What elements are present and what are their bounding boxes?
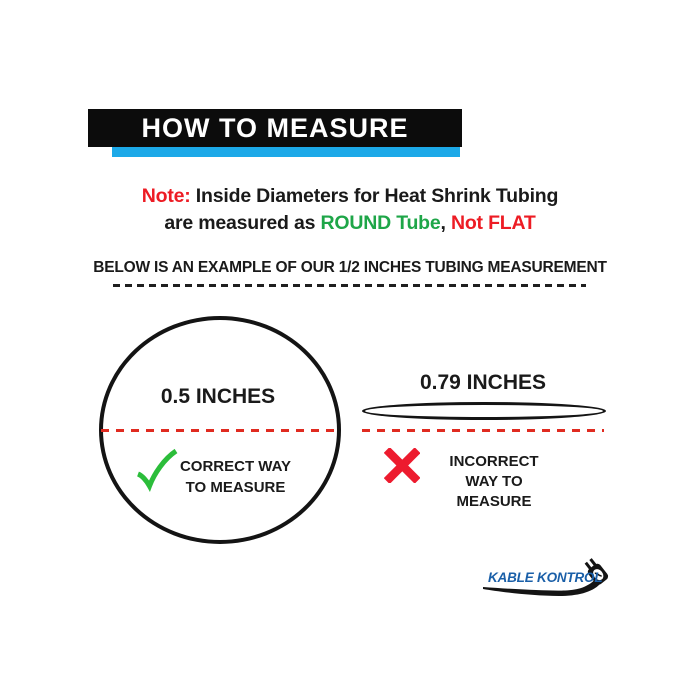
correct-caption [168,456,303,498]
note-line-2 [0,210,700,237]
dashed-separator [113,284,586,287]
note-line-1 [0,183,700,210]
flat-tube-measurement: 0.79 INCHES [419,371,547,394]
x-icon [384,448,420,483]
round-tube-measurement: 0.5 INCHES [160,385,276,408]
incorrect-caption-line3: MEASURE [456,493,532,510]
banner [88,109,462,147]
diameter-dashed-line-right [362,429,604,432]
note-label: Note: [141,185,191,207]
banner-underline [112,147,460,157]
diameter-dashed-line-left [101,429,340,432]
flat-tube-shape [362,402,606,420]
note-line2-prefix: are measured as [164,212,321,234]
incorrect-caption-line1: INCORRECT [449,453,539,470]
note-line2-comma: , [440,212,451,234]
incorrect-caption [434,452,554,512]
correct-caption-line2: TO MEASURE [185,479,286,496]
incorrect-caption-line2: WAY TO [465,473,523,490]
brand-logo [447,558,615,602]
note-line2-green: ROUND Tube [320,212,441,234]
example-heading: BELOW IS AN EXAMPLE OF OUR 1/2 INCHES TUBING MEASUREMENT [93,259,607,276]
correct-caption-line1: CORRECT WAY [179,458,292,475]
brand-name: KABLE KONTROL [488,570,603,585]
page-title: HOW TO MEASURE [141,112,409,143]
note-line2-red: Not FLAT [450,212,536,234]
note-line1-text: Inside Diameters for Heat Shrink Tubing [190,185,559,207]
note-paragraph [0,183,700,237]
